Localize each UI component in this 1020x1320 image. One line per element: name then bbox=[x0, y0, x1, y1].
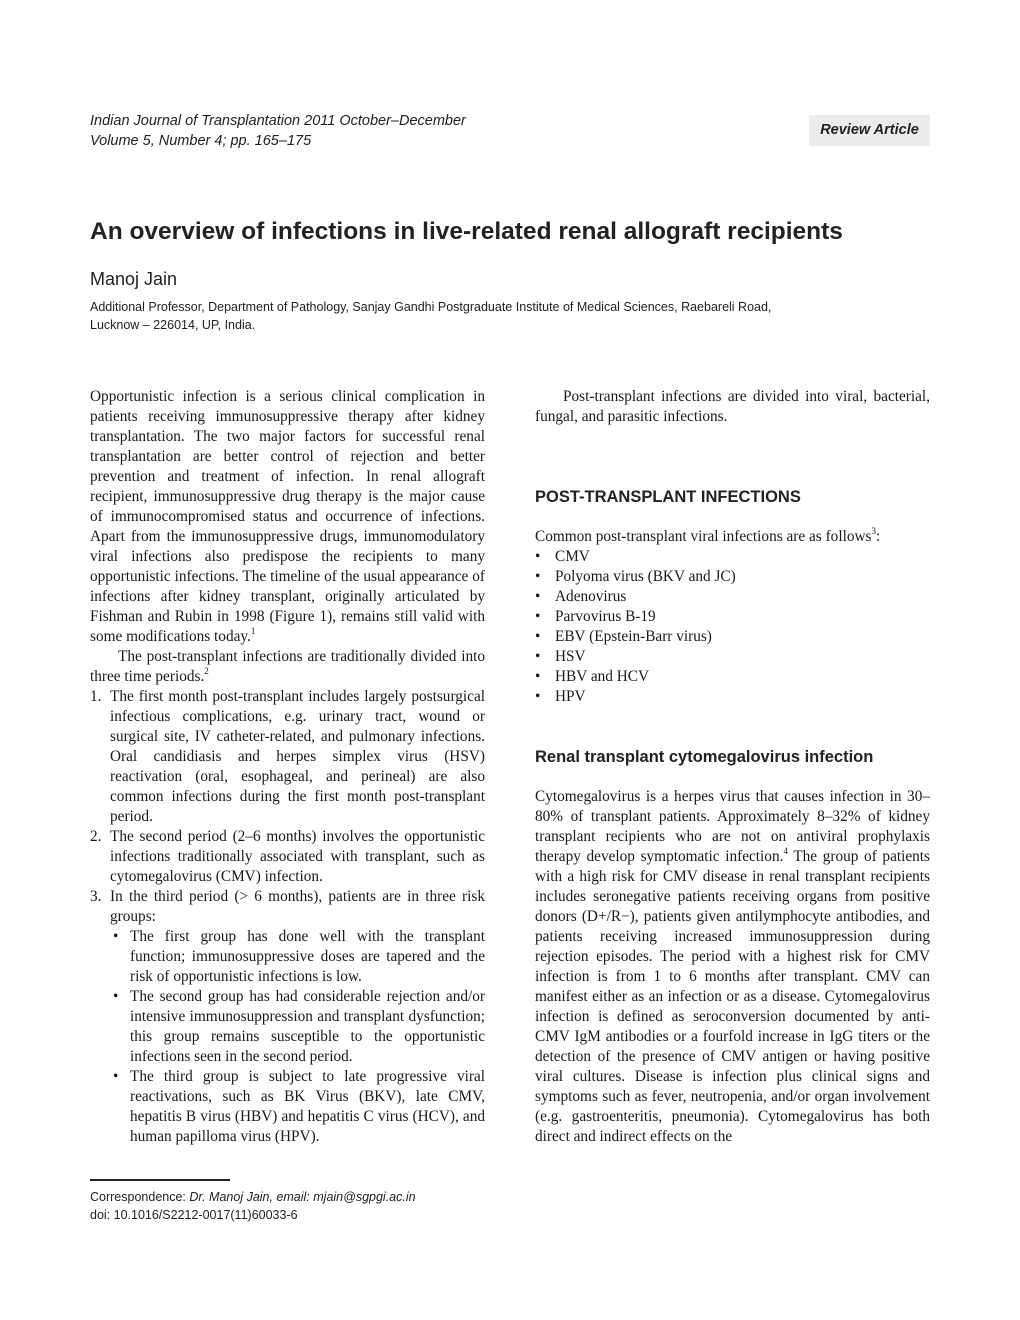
viral-infections-list bbox=[535, 547, 930, 707]
article-type-badge: Review Article bbox=[809, 115, 930, 146]
list-item-text: The first month post-transplant includes largely postsurgical infectious complications, e.g. urinary tract, wound or surgical site, IV catheter-related, and pulmonary infections. Oral candidiasis and herpes simplex virus (HSV) reactivation (oral, esophageal, and perineal) are also common infections during the first month post-transplant period. bbox=[110, 688, 485, 825]
bullet-icon: • bbox=[535, 608, 541, 625]
bullet-icon: • bbox=[113, 1068, 119, 1085]
list-number: 2. bbox=[90, 828, 102, 845]
bullet-icon: • bbox=[535, 628, 541, 645]
correspondence-contact: Dr. Manoj Jain, email: mjain@sgpgi.ac.in bbox=[189, 1190, 416, 1204]
list-item bbox=[110, 927, 485, 987]
affiliation-line: Additional Professor, Department of Pathology, Sanjay Gandhi Postgraduate Institute of Medical Sciences, Raebareli Road, bbox=[90, 300, 772, 314]
cmv-text: The group of patients with a high risk for CMV disease in renal transplant recipients includes seronegative patients receiving organs from positive donors (D+/R−), patients given antilymphocyte antibodies, and patients receiving increased immunosuppression during rejection episodes. The period with a highest risk for CMV infection is from 1 to 6 months after transplant. CMV can manifest either as an infection or as a disease. Cytomegalovirus infection is defined as seroconversion documented by anti-CMV IgM antibodies or a fourfold increase in IgG titers or the detection of the presence of CMV antigen or having positive viral cultures. Disease is infection plus clinical signs and symptoms such as fever, neutropenia, and/or organ involvement (e.g. gastroenteritis, pneumonia). Cytomegalovirus has both direct and indirect effects on the bbox=[535, 848, 931, 1145]
bullet-icon: • bbox=[535, 668, 541, 685]
list-item-text: In the third period (> 6 months), patients are in three risk groups: bbox=[110, 888, 485, 925]
list-item bbox=[90, 827, 485, 887]
affiliation-line: Lucknow – 226014, UP, India. bbox=[90, 317, 256, 332]
list-item bbox=[90, 887, 485, 1147]
list-item bbox=[110, 987, 485, 1067]
list-item bbox=[535, 587, 930, 607]
list-item-text: EBV (Epstein-Barr virus) bbox=[555, 628, 712, 645]
bullet-icon: • bbox=[535, 588, 541, 605]
bullet-icon: • bbox=[535, 568, 541, 585]
list-item bbox=[535, 667, 930, 687]
cmv-text: Cytomegalovirus is a herpes virus that causes infection in 30–80% of transplant patients. Approximately 8–32% of kidney transplant recipients who are not on antiviral prophylaxis therapy develop symptomatic infection. bbox=[535, 788, 930, 865]
list-item-text: The third group is subject to late progressive viral reactivations, such as BK Virus (BKV), late CMV, hepatitis B virus (HBV) and hepatitis C virus (HCV), and human papilloma virus (HPV). bbox=[130, 1068, 485, 1145]
bullet-icon: • bbox=[113, 988, 119, 1005]
list-item-text: Polyoma virus (BKV and JC) bbox=[555, 568, 736, 585]
list-item bbox=[535, 607, 930, 627]
list-item bbox=[110, 1067, 485, 1147]
list-item-text: Parvovirus B-19 bbox=[555, 608, 656, 625]
time-periods-list bbox=[90, 687, 485, 1147]
footnote bbox=[90, 1188, 416, 1224]
author-affiliation bbox=[90, 299, 850, 334]
periods-paragraph-text: The post-transplant infections are traditionally divided into three time periods. bbox=[90, 648, 485, 685]
footnote-rule bbox=[90, 1179, 230, 1181]
list-item bbox=[535, 567, 930, 587]
bullet-icon: • bbox=[535, 648, 541, 665]
journal-citation bbox=[90, 111, 650, 151]
list-number: 1. bbox=[90, 688, 102, 705]
list-item-text: The second group has had considerable rejection and/or intensive immunosuppression and transplant dysfunction; this group remains susceptible to the opportunistic infections seen in the second period. bbox=[130, 988, 485, 1065]
list-item bbox=[90, 687, 485, 827]
list-item-text: Adenovirus bbox=[555, 588, 627, 605]
list-number: 3. bbox=[90, 888, 102, 905]
viral-intro-text: Common post-transplant viral infections are as follows bbox=[535, 528, 872, 545]
list-item-text: HPV bbox=[555, 688, 586, 705]
list-item-text: The first group has done well with the transplant function; immunosuppressive doses are tapered and the risk of opportunistic infections is low. bbox=[130, 928, 485, 985]
reference-marker: 4 bbox=[783, 845, 788, 856]
correspondence-line bbox=[90, 1188, 416, 1206]
list-item bbox=[535, 547, 930, 567]
section-heading: POST-TRANSPLANT INFECTIONS bbox=[535, 488, 801, 506]
intro-paragraph-text: Opportunistic infection is a serious clinical complication in patients receiving immunosuppressive therapy after kidney transplantation. The two major factors for successful renal transplantation are better control of rejection and better prevention and treatment of infection. In renal allograft recipient, immunosuppressive drug therapy is the major cause of immunocompromised status and occurrence of infections. Apart from the immunosuppressive drugs, immunomodulatory viral infections also predispose the recipients to many opportunistic infections. The timeline of the usual appearance of infections after kidney transplant, originally articulated by Fishman and Rubin in 1998 (Figure 1), remains still valid with some modifications today. bbox=[90, 388, 485, 645]
list-item-text: The second period (2–6 months) involves the opportunistic infections traditionally associated with transplant, such as cytomegalovirus (CMV) infection. bbox=[110, 828, 485, 885]
list-item-text: HSV bbox=[555, 648, 586, 665]
list-item-text: HBV and HCV bbox=[555, 668, 650, 685]
right-column bbox=[535, 387, 930, 1147]
doi-line: doi: 10.1016/S2212-0017(11)60033-6 bbox=[90, 1208, 298, 1222]
journal-volume-line: Volume 5, Number 4; pp. 165–175 bbox=[90, 133, 312, 149]
bullet-icon: • bbox=[535, 548, 541, 565]
reference-marker: 2 bbox=[204, 665, 209, 676]
list-item bbox=[535, 687, 930, 707]
list-item bbox=[535, 647, 930, 667]
article-title: An overview of infections in live-related renal allograft recipients bbox=[90, 218, 843, 245]
journal-issue-line: Indian Journal of Transplantation 2011 October–December bbox=[90, 113, 466, 129]
periods-paragraph bbox=[90, 647, 485, 687]
viral-intro-paragraph: Common post-transplant viral infections are as follows$^3$: bbox=[535, 525, 881, 545]
left-column bbox=[90, 387, 485, 1147]
classification-paragraph: Post-transplant infections are divided into viral, bacterial, fungal, and parasitic infections. bbox=[535, 388, 930, 425]
list-item-text: CMV bbox=[555, 548, 590, 565]
reference-marker: 1 bbox=[250, 625, 256, 636]
bullet-icon: • bbox=[113, 928, 119, 945]
risk-groups-list bbox=[110, 927, 485, 1147]
correspondence-label: Correspondence: bbox=[90, 1190, 190, 1204]
author-name: Manoj Jain bbox=[90, 269, 178, 289]
list-item bbox=[535, 627, 930, 647]
intro-paragraph bbox=[90, 387, 485, 647]
bullet-icon: • bbox=[535, 688, 541, 705]
cmv-paragraph bbox=[535, 787, 930, 1147]
reference-marker: 3 bbox=[871, 525, 876, 536]
subsection-heading: Renal transplant cytomegalovirus infection bbox=[535, 748, 874, 766]
